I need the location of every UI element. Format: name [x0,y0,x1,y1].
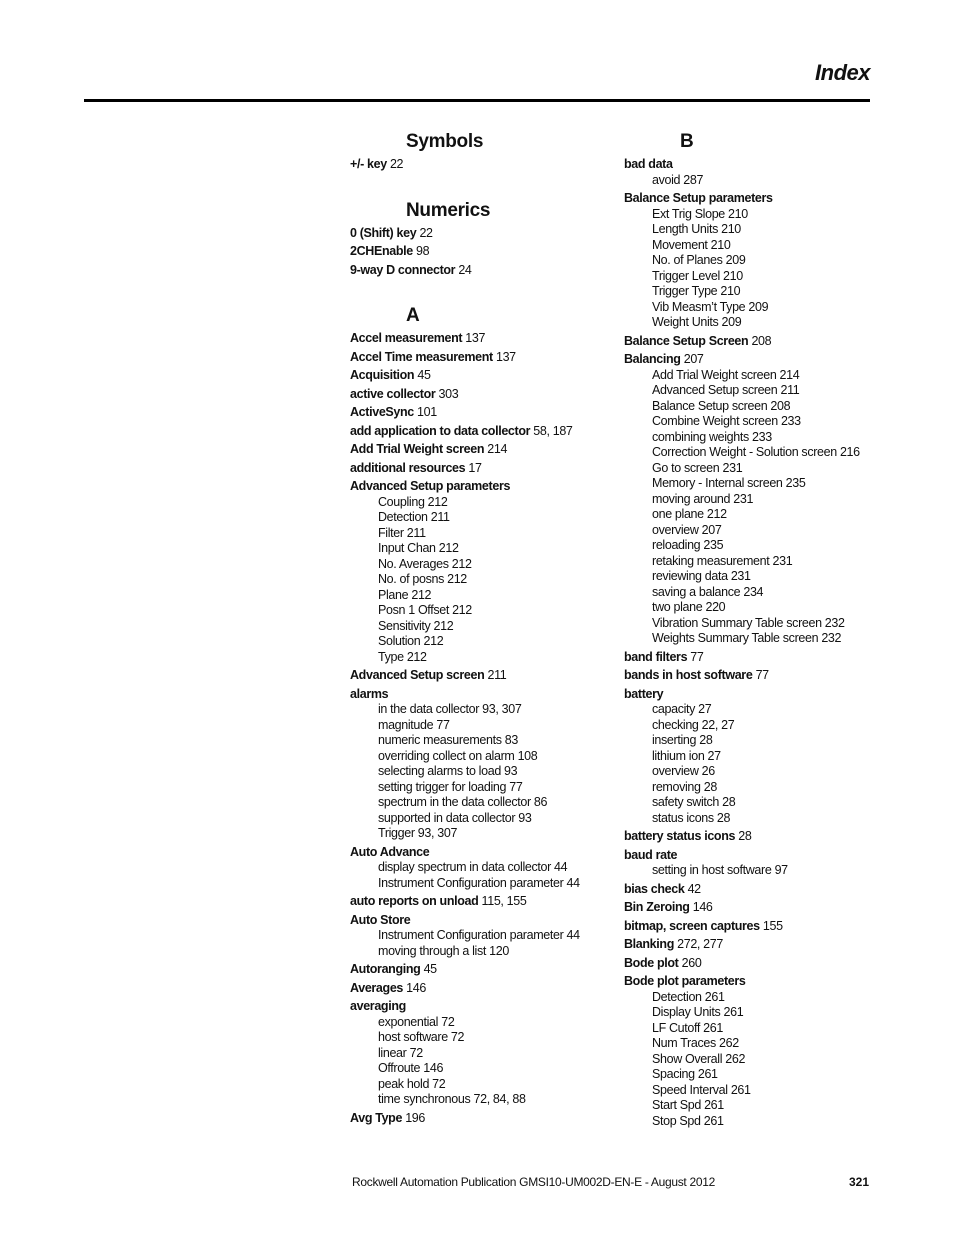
index-pages: 155 [762,918,783,933]
index-subentry: overview 26 [652,764,715,778]
index-term: additional resources [350,460,466,475]
index-term: 2CHEnable [350,244,413,258]
index-term: Advanced Setup parameters [350,479,511,493]
index-subentry: two plane 220 [652,600,726,614]
index-subentry: Instrument Configuration parameter 44 [378,928,580,942]
index-term: Accel Time measurement [350,349,493,364]
index-subentry: No. of Planes 209 [652,253,746,267]
index-pages: 98 [415,244,430,258]
index-entry [350,244,590,260]
index-entry [350,405,590,421]
index-term: Bin Zeroing [624,900,690,914]
index-pages: 115, 155 [481,894,527,908]
index-pages: 24 [458,262,472,277]
index-term: add application to data collector [350,423,531,438]
index-pages: 45 [423,962,437,976]
index-subentry: Detection 211 [378,510,450,524]
index-subentry: Movement 210 [652,237,731,252]
index-subentry: Posn 1 Offset 212 [378,603,472,617]
index-term: 0 (Shift) key [350,225,417,240]
index-term: Balance Setup parameters [624,191,773,205]
index-subentry: one plane 212 [652,507,727,521]
index-subentry: Type 212 [378,649,427,664]
index-term: +/- key [350,157,387,171]
index-entry [624,974,870,990]
index-entry [350,687,590,703]
index-entry [624,650,870,666]
index-pages: 28 [738,829,752,843]
index-entry [350,368,590,384]
index-term: Autoranging [350,962,421,976]
index-entry [350,157,590,173]
index-pages: 211 [487,668,507,682]
index-entry [350,387,590,403]
index-subentry: linear 72 [378,1045,423,1060]
index-subentry: supported in data collector 93 [378,810,532,825]
index-subentry: inserting 28 [652,733,713,747]
index-term: baud rate [624,847,678,862]
index-entry [624,668,870,684]
footer-publication: Rockwell Automation Publication GMSI10-UM002D-EN-E - August 2012 [352,1175,715,1189]
index-subentry: Ext Trig Slope 210 [652,206,748,221]
page-title: Index [815,60,870,85]
index-entry [350,424,590,440]
index-column-right [624,130,870,1129]
index-entry [350,1111,590,1127]
index-subentry: Trigger 93, 307 [378,826,458,840]
index-subentry: removing 28 [652,779,717,794]
index-subentry: reviewing data 231 [652,569,751,583]
index-entry [624,882,870,898]
index-pages: 42 [687,881,701,896]
index-term: Auto Advance [350,844,430,859]
index-subentry: Vibration Summary Table screen 232 [652,615,845,630]
index-entry [350,962,590,978]
index-subentry: Trigger Type 210 [652,284,741,298]
index-subentry: moving around 231 [652,491,754,506]
index-entry [350,263,590,279]
index-entry [350,845,590,861]
index-entry [350,668,590,684]
index-subentry: lithium ion 27 [652,748,721,763]
index-term: active collector [350,386,436,401]
index-subentry: Input Chan 212 [378,541,459,555]
index-subentry: combining weights 233 [652,429,772,444]
index-term: bitmap, screen captures [624,918,760,933]
index-subentry: peak hold 72 [378,1076,446,1091]
index-entry [624,919,870,935]
index-entry [624,900,870,916]
index-subentry: Detection 261 [652,989,725,1004]
index-pages: 45 [417,368,431,382]
section-heading: B [680,131,694,152]
index-subentry: exponential 72 [378,1014,455,1029]
section-heading: Symbols [406,131,484,152]
index-subentry: in the data collector 93, 307 [378,702,522,716]
index-subentry: Balance Setup screen 208 [652,398,791,413]
index-term: Avg Type [350,1110,403,1125]
index-entry [350,461,590,477]
index-subentry: No. of posns 212 [378,572,467,586]
index-subentry: host software 72 [378,1030,465,1044]
index-subentry: Correction Weight - Solution screen 216 [652,445,860,459]
index-subentry: Trigger Level 210 [652,268,743,283]
index-term: bad data [624,157,673,171]
index-subentry: Filter 211 [378,525,426,540]
index-subentry: retaking measurement 231 [652,553,793,568]
index-pages: 272, 277 [677,937,723,951]
index-entry [350,981,590,997]
index-entry [624,352,870,368]
index-pages: 260 [681,955,702,970]
index-term: alarms [350,686,389,701]
index-pages: 17 [468,460,482,475]
footer-page-number: 321 [848,1175,869,1189]
index-subentry: Solution 212 [378,634,444,648]
index-subentry: Combine Weight screen 233 [652,414,801,428]
index-pages: 22 [389,157,404,171]
index-pages: 58, 187 [533,423,573,438]
index-subentry: Show Overall 262 [652,1051,746,1066]
index-subentry: Instrument Configuration parameter 44 [378,875,580,890]
index-term: battery status icons [624,829,736,843]
index-subentry: setting trigger for loading 77 [378,779,523,794]
index-term: Balancing [624,352,681,366]
index-entry [624,687,870,703]
index-term: 9-way D connector [350,262,456,277]
index-entry [624,157,870,173]
index-subentry: Vib Measm’t Type 209 [652,299,769,314]
index-entry [350,331,590,347]
index-subentry: checking 22, 27 [652,717,735,732]
index-term: Balance Setup Screen [624,333,749,348]
index-subentry: numeric measurements 83 [378,733,518,747]
index-subentry: overriding collect on alarm 108 [378,748,538,763]
index-pages: 303 [438,386,459,401]
index-term: ActiveSync [350,405,414,419]
index-subentry: status icons 28 [652,810,731,825]
index-subentry: Start Spd 261 [652,1098,724,1112]
header-rule [84,99,870,102]
index-subentry: reloading 235 [652,538,724,552]
index-pages: 77 [690,649,704,664]
index-subentry: Sensitivity 212 [378,618,454,633]
index-entry [624,848,870,864]
index-entry [624,191,870,207]
index-subentry: magnitude 77 [378,717,450,732]
index-subentry: spectrum in the data collector 86 [378,795,548,809]
index-subentry: Speed Interval 261 [652,1082,751,1097]
index-subentry: Weights Summary Table screen 232 [652,631,842,645]
index-entry [624,829,870,845]
index-term: bias check [624,881,685,896]
index-term: Auto Store [350,912,411,927]
index-subentry: saving a balance 234 [652,584,764,599]
section-spacer [350,173,590,199]
index-pages: 214 [487,442,508,456]
index-subentry: Add Trial Weight screen 214 [652,367,800,382]
index-term: Acquisition [350,368,415,382]
index-column-left [350,130,590,1126]
index-pages: 77 [755,668,769,682]
index-subentry: LF Cutoff 261 [652,1020,723,1035]
index-pages: 196 [405,1110,426,1125]
section-spacer [350,278,590,304]
index-entry [350,350,590,366]
index-pages: 207 [683,352,704,366]
index-subentry: overview 207 [652,522,722,537]
index-entry [350,442,590,458]
index-entry [624,334,870,350]
index-subentry: moving through a list 120 [378,943,509,958]
index-entry [350,479,590,495]
index-entry [350,894,590,910]
index-subentry: time synchronous 72, 84, 88 [378,1092,526,1106]
index-term: auto reports on unload [350,894,479,908]
index-subentry: Length Units 210 [652,222,741,236]
index-subentry: Weight Units 209 [652,315,742,329]
index-pages: 22 [419,225,433,240]
index-term: Bode plot [624,955,679,970]
index-subentry: Advanced Setup screen 211 [652,383,800,397]
index-subentry: capacity 27 [652,702,712,716]
index-entry [624,937,870,953]
index-pages: 137 [465,331,486,345]
index-pages: 208 [751,333,772,348]
index-pages: 137 [495,349,516,364]
index-pages: 146 [692,900,713,914]
index-subentry: display spectrum in data collector 44 [378,860,568,874]
index-subentry: Coupling 212 [378,494,448,509]
index-subentry: avoid 287 [652,172,704,187]
index-pages: 101 [417,405,437,419]
index-term: bands in host software [624,668,753,682]
index-term: Bode plot parameters [624,974,746,988]
index-subentry: Display Units 261 [652,1005,744,1019]
section-heading: Numerics [406,199,491,221]
index-entry [624,956,870,972]
index-entry [350,226,590,242]
index-subentry: selecting alarms to load 93 [378,764,518,778]
index-term: Advanced Setup screen [350,668,485,682]
index-term: Averages [350,980,404,995]
index-subentry: safety switch 28 [652,795,736,809]
index-subentry: Num Traces 262 [652,1036,739,1050]
index-term: band filters [624,649,688,664]
index-subentry: Plane 212 [378,587,432,602]
index-entry [350,913,590,929]
index-subentry: Memory - Internal screen 235 [652,476,806,490]
index-pages: 146 [406,980,426,995]
index-subentry: Stop Spd 261 [652,1113,724,1128]
index-term: battery [624,686,664,701]
index-term: Accel measurement [350,331,463,345]
section-heading: A [406,305,420,326]
index-subentry: Offroute 146 [378,1061,444,1075]
index-term: Blanking [624,937,674,951]
index-subentry: Spacing 261 [652,1067,718,1081]
index-term: averaging [350,999,406,1013]
index-entry [350,999,590,1015]
index-subentry: setting in host software 97 [652,863,788,877]
index-term: Add Trial Weight screen [350,442,485,456]
index-subentry: Go to screen 231 [652,460,743,475]
index-subentry: No. Averages 212 [378,556,472,571]
